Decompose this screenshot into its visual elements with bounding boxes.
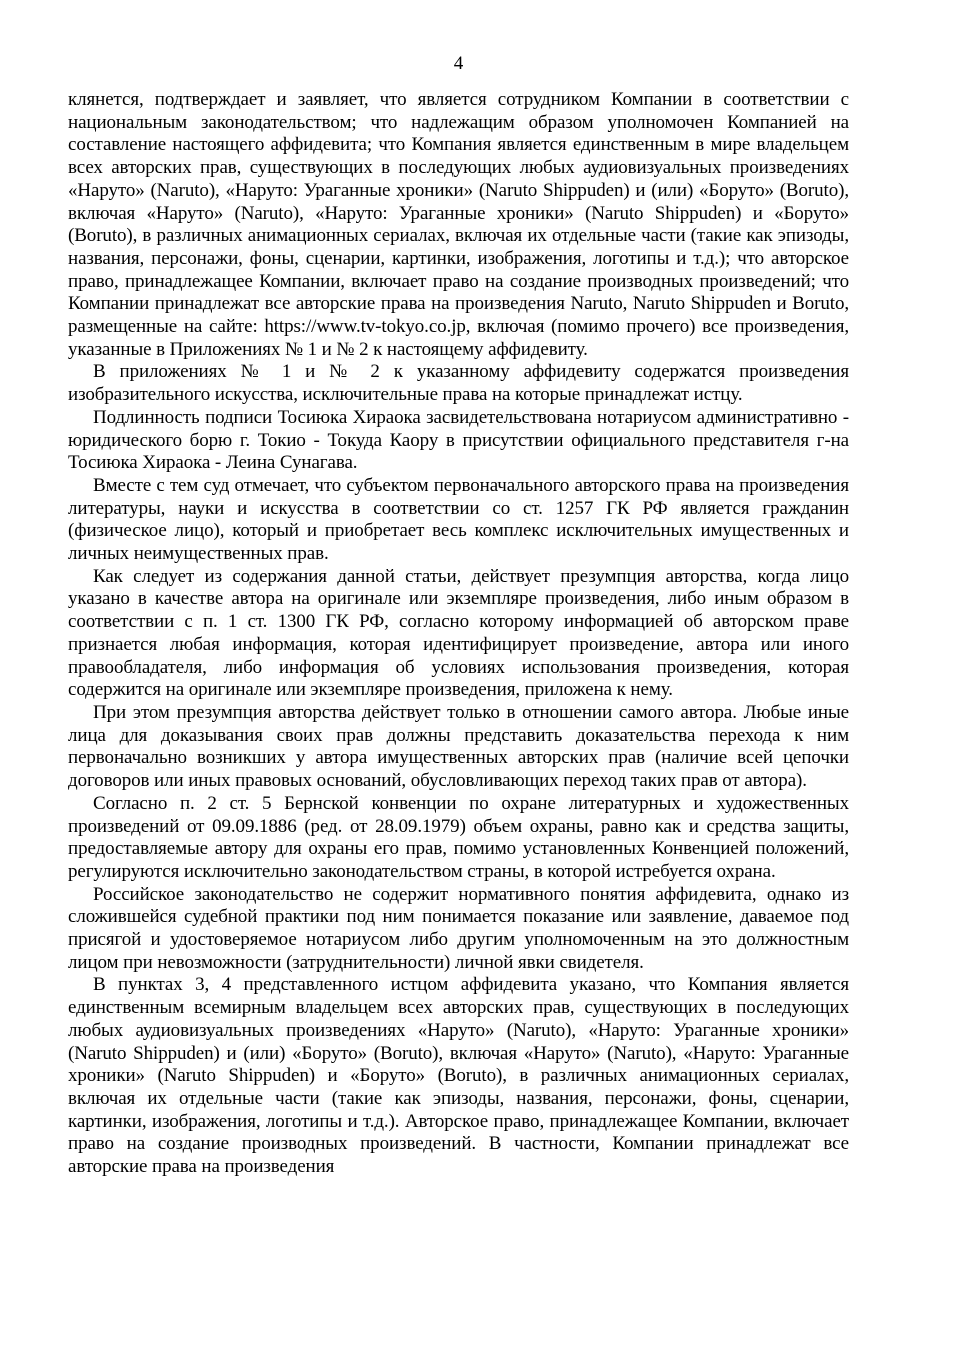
paragraph-authorship-presumption-article-1300: Как следует из содержания данной статьи, действует презумпция авторства, когда лицо указано в качестве автора на оригинале или экземпляре произведения, либо иным образом в соответствии с п. 1 ст. 1300 ГК РФ, согласно которому информацией об авторском праве признается любая информация, которая идентифицирует произведение, автора или иного правообладателя, либо информация об условиях использования произведения, которая содержится на оригинале или экземпляре произведения, приложена к нему. [68, 565, 849, 701]
document-body [68, 89, 849, 1179]
paragraph-affidavit-definition: Российское законодательство не содержит нормативного понятия аффидевита, однако из сложившейся судебной практики под ним понимается показание или заявление, даваемое под присягой и удостоверяемое нотариусом либо другим уполномоченным на это должностным лицом при невозможности (затруднительности) личной явки свидетеля. [68, 883, 849, 973]
paragraph-affidavit-points-3-4: В пунктах 3, 4 представленного истцом аффидевита указано, что Компания является единственным всемирным владельцем всех авторских прав, существующих в последующих любых аудиовизуальных произведениях «Наруто» (Naruto), «Наруто: Ураганные хроники» (Naruto Shippuden) и (или) «Боруто» (Boruto), включая «Наруто» (Naruto), «Наруто: Ураганные хроники» (Naruto Shippuden) и «Боруто» (Boruto), в различных анимационных сериалах, включая их отдельные части (такие как эпизоды, названия, персонажи, фоны, сценарии, картинки, изображения, логотипы и т.д.). Авторское право, принадлежащее Компании, включает право на создание производных произведений. В частности, Компании принадлежат все авторские права на произведения [68, 974, 849, 1178]
paragraph-signature-notarization: Подлинность подписи Тосиюка Хираока засвидетельствована нотариусом административно - юридического борю г. Токио - Токуда Каору в присутствии официального представителя г-на Тосиюка Хираока - Леина Сунагава. [68, 406, 849, 474]
paragraph-berne-convention: Согласно п. 2 ст. 5 Бернской конвенции по охране литературных и художественных произведений от 09.09.1886 (ред. от 28.09.1979) объем охраны, равно как и средства защиты, предоставляемые автору для охраны его прав, помимо установленных Конвенцией положений, регулируются исключительно законодательством страны, в которой истребуется охрана. [68, 792, 849, 882]
paragraph-appendices-artworks: В приложениях № 1 и № 2 к указанному аффидевиту содержатся произведения изобразительного искусства, исключительные права на которые принадлежат истцу. [68, 361, 849, 406]
paragraph-court-note-article-1257: Вместе с тем суд отмечает, что субъектом первоначального авторского права на произведения литературы, науки и искусства в соответствии со ст. 1257 ГК РФ является гражданин (физическое лицо), который и приобретает весь комплекс исключительных имущественных и личных неимущественных прав. [68, 474, 849, 565]
paragraph-presumption-scope: При этом презумпция авторства действует только в отношении самого автора. Любые иные лица для доказывания своих прав должны представить доказательства перехода к ним первоначально возникших у автора имущественных авторских прав (наличие всей цепочки договоров или иных правовых оснований, обусловливающих переход таких прав от автора). [68, 701, 849, 792]
page-number: 4 [453, 53, 464, 74]
paragraph-continuation-affidavit-statement: клянется, подтверждает и заявляет, что является сотрудником Компании в соответствии с национальным законодательством; что надлежащим образом уполномочен Компанией на составление настоящего аффидевита; что Компания является единственным в мире владельцем всех авторских прав, существующих в последующих любых аудиовизуальных произведениях «Наруто» (Naruto), «Наруто: Ураганные хроники» (Naruto Shippuden) и (или) «Боруто» (Boruto), включая «Наруто» (Naruto), «Наруто: Ураганные хроники» (Naruto Shippuden) и «Боруто» (Boruto), в различных анимационных сериалах, включая их отдельные части (такие как эпизоды, названия, персонажи, фоны, сценарии, картинки, изображения, логотипы и т.д.); что авторское право, принадлежащее Компании, включает право на создание производных произведений; что Компании принадлежат все авторские права на произведения Naruto, Naruto Shippuden и Boruto, размещенные на сайте: https://www.tv-tokyo.co.jp, включая (помимо прочего) все произведения, указанные в Приложениях № 1 и № 2 к настоящему аффидевиту. [68, 89, 849, 360]
